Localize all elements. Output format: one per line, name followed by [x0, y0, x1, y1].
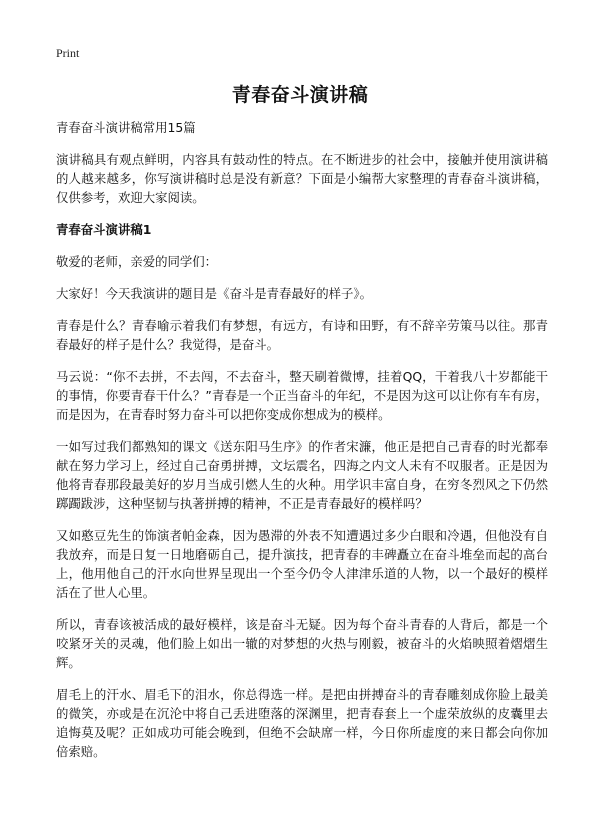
print-link[interactable]: Print	[56, 46, 80, 60]
body-paragraph: 又如憨豆先生的饰演者帕金森，因为愚滞的外表不知遭遇过多少白眼和冷遇，但他没有自我放弃，而是日复一日地磨砺自己，提升演技，把青春的丰碑矗立在奋斗堆垒而起的高台上，他用他自己的汗水向世界呈现出一个至今仍令人津津乐道的人物，以一个最好的模样活在了世人心里。	[56, 528, 548, 600]
page-title: 青春奋斗演讲稿	[231, 84, 369, 106]
salutation-paragraph: 敬爱的老师，亲爱的同学们：	[56, 254, 218, 269]
body-paragraph: 大家好！今天我演讲的题目是《奋斗是青春最好的样子》。	[56, 286, 372, 301]
body-paragraph: 眉毛上的汗水、眉毛下的泪水，你总得选一样。是把由拼搏奋斗的青春雕刻成你脸上最美的微笑，亦或是在沉沦中将自己丢进堕落的深渊里，把青春套上一个虚荣放纵的皮囊里去追悔莫及呢？正如成功可能会晚到，但绝不会缺席一样，今日你所虚度的来日都会向你加倍索赔。	[56, 687, 548, 759]
section-heading: 青春奋斗演讲稿1	[56, 222, 152, 237]
body-paragraph: 青春是什么？青春喻示着我们有梦想，有远方，有诗和田野，有不辞辛劳策马以往。那青春最好的样子是什么？我觉得，是奋斗。	[56, 318, 548, 352]
body-paragraph: 所以，青春该被活成的最好模样，该是奋斗无疑。因为每个奋斗青春的人背后，都是一个咬紧牙关的灵魂，他们脸上如出一辙的对梦想的火热与刚毅，被奋斗的火焰映照着熠熠生辉。	[56, 617, 548, 670]
document-subtitle: 青春奋斗演讲稿常用15篇	[56, 120, 196, 135]
body-paragraph: 一如写过我们都熟知的课文《送东阳马生序》的作者宋濂，他正是把自己青春的时光都奉献在努力学习上，经过自己奋勇拼搏，文坛震名，四海之内文人未有不叹服者。正是因为他将青春那段最美好的岁月当成引燃人生的火种。用学识丰富自身，在穷冬烈风之下仍然踯躅跋涉，这种坚韧与执著拼搏的精神，不正是青春最好的模样吗？	[56, 439, 548, 511]
document-body	[56, 118, 548, 774]
body-paragraph: 马云说：“你不去拼，不去闯，不去奋斗，整天刷着微博，挂着QQ，干着我八十岁都能干的事情，你要青春干什么？”青春是一个正当奋斗的年纪，不是因为这可以让你有车有房，而是因为，在青春时努力奋斗可以把你变成你想成为的模样。	[56, 369, 548, 422]
intro-paragraph: 演讲稿具有观点鲜明，内容具有鼓动性的特点。在不断进步的社会中，接触并使用演讲稿的人越来越多，你写演讲稿时总是没有新意？下面是小编帮大家整理的青春奋斗演讲稿，仅供参考，欢迎大家阅读。	[56, 152, 548, 205]
